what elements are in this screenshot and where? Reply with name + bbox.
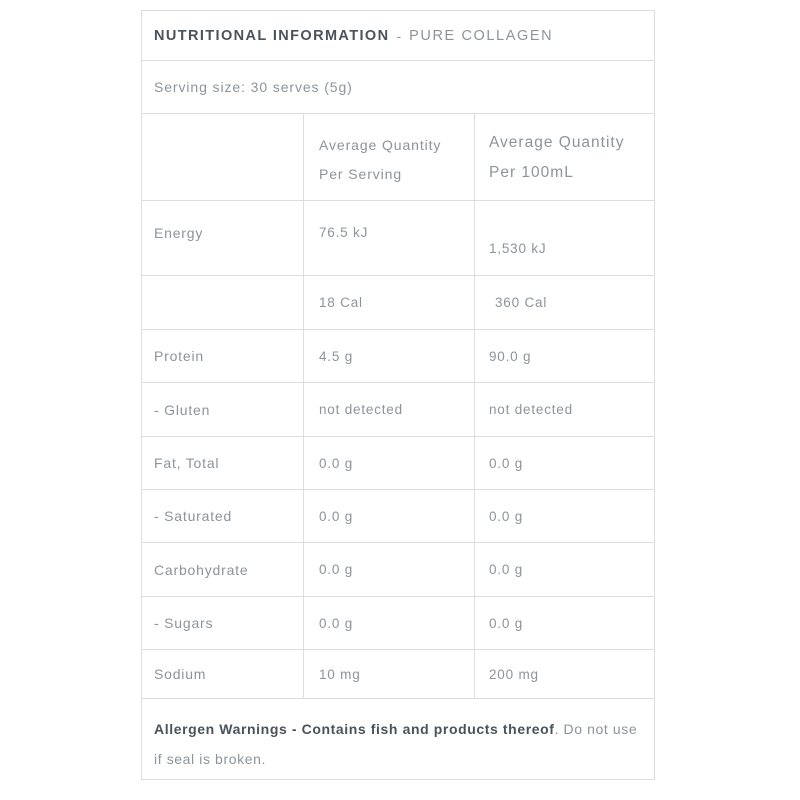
- value-per-100ml: 200 mg: [474, 650, 654, 698]
- value-per-100ml: 1,530 kJ: [474, 201, 654, 275]
- panel-title-row: [142, 11, 654, 61]
- table-row-carbohydrate: [142, 543, 654, 597]
- value-per-100ml: 0.0 g: [474, 490, 654, 542]
- column-header-line: Average Quantity: [489, 134, 625, 151]
- table-row-gluten: [142, 383, 654, 437]
- value-per-serving: 4.5 g: [303, 330, 474, 382]
- table-row-saturated: [142, 490, 654, 543]
- column-header-line: Average Quantity: [319, 137, 442, 153]
- value-per-100ml: 0.0 g: [474, 543, 654, 596]
- column-header-per-100ml: [474, 114, 654, 200]
- value-per-serving: 76.5 kJ: [303, 201, 474, 275]
- column-header-per-serving: [303, 114, 474, 200]
- value-per-100ml: 90.0 g: [474, 330, 654, 382]
- row-label: - Saturated: [154, 508, 233, 524]
- table-row-calories: [142, 276, 654, 330]
- table-row-protein: [142, 330, 654, 383]
- table-row-sodium: [142, 650, 654, 699]
- value-per-serving: 18 Cal: [303, 276, 474, 329]
- table-row-sugars: [142, 597, 654, 650]
- value-per-serving: 0.0 g: [303, 490, 474, 542]
- row-label: Energy: [154, 225, 204, 241]
- value-per-100ml: not detected: [474, 383, 654, 436]
- title-separator: -: [396, 27, 403, 44]
- row-label: Carbohydrate: [154, 561, 249, 578]
- row-label: - Sugars: [154, 615, 214, 631]
- serving-size-text: Serving size: 30 serves (5g): [154, 79, 353, 95]
- nutrition-panel: [141, 10, 655, 780]
- value-per-serving: 0.0 g: [303, 543, 474, 596]
- allergen-warning-row: [142, 699, 654, 779]
- row-label: [142, 276, 303, 329]
- allergen-warning-bold: Allergen Warnings - Contains fish and products thereof: [154, 721, 555, 737]
- panel-title: NUTRITIONAL INFORMATION: [154, 27, 390, 44]
- row-label: - Gluten: [154, 401, 211, 418]
- column-header-row: [142, 114, 654, 201]
- allergen-warning-rest: . Do not use if seal is broken.: [154, 721, 638, 767]
- value-per-serving: 0.0 g: [303, 597, 474, 649]
- value-per-100ml: 360 Cal: [474, 276, 654, 329]
- value-per-serving: not detected: [303, 383, 474, 436]
- value-per-100ml: 0.0 g: [474, 437, 654, 489]
- table-row-energy: [142, 201, 654, 276]
- value-per-serving: 0.0 g: [303, 437, 474, 489]
- column-header-line: Per Serving: [319, 166, 403, 182]
- row-label: Protein: [154, 348, 204, 364]
- serving-size-row: [142, 61, 654, 114]
- product-name: PURE COLLAGEN: [409, 27, 554, 44]
- value-per-100ml: 0.0 g: [474, 597, 654, 649]
- value-per-serving: 10 mg: [303, 650, 474, 698]
- allergen-warning-text: [154, 714, 640, 774]
- row-label: Sodium: [154, 666, 207, 682]
- row-label: Fat, Total: [154, 455, 220, 471]
- column-header-line: Per 100mL: [489, 164, 574, 181]
- table-row-fat-total: [142, 437, 654, 490]
- column-header-empty: [142, 114, 303, 200]
